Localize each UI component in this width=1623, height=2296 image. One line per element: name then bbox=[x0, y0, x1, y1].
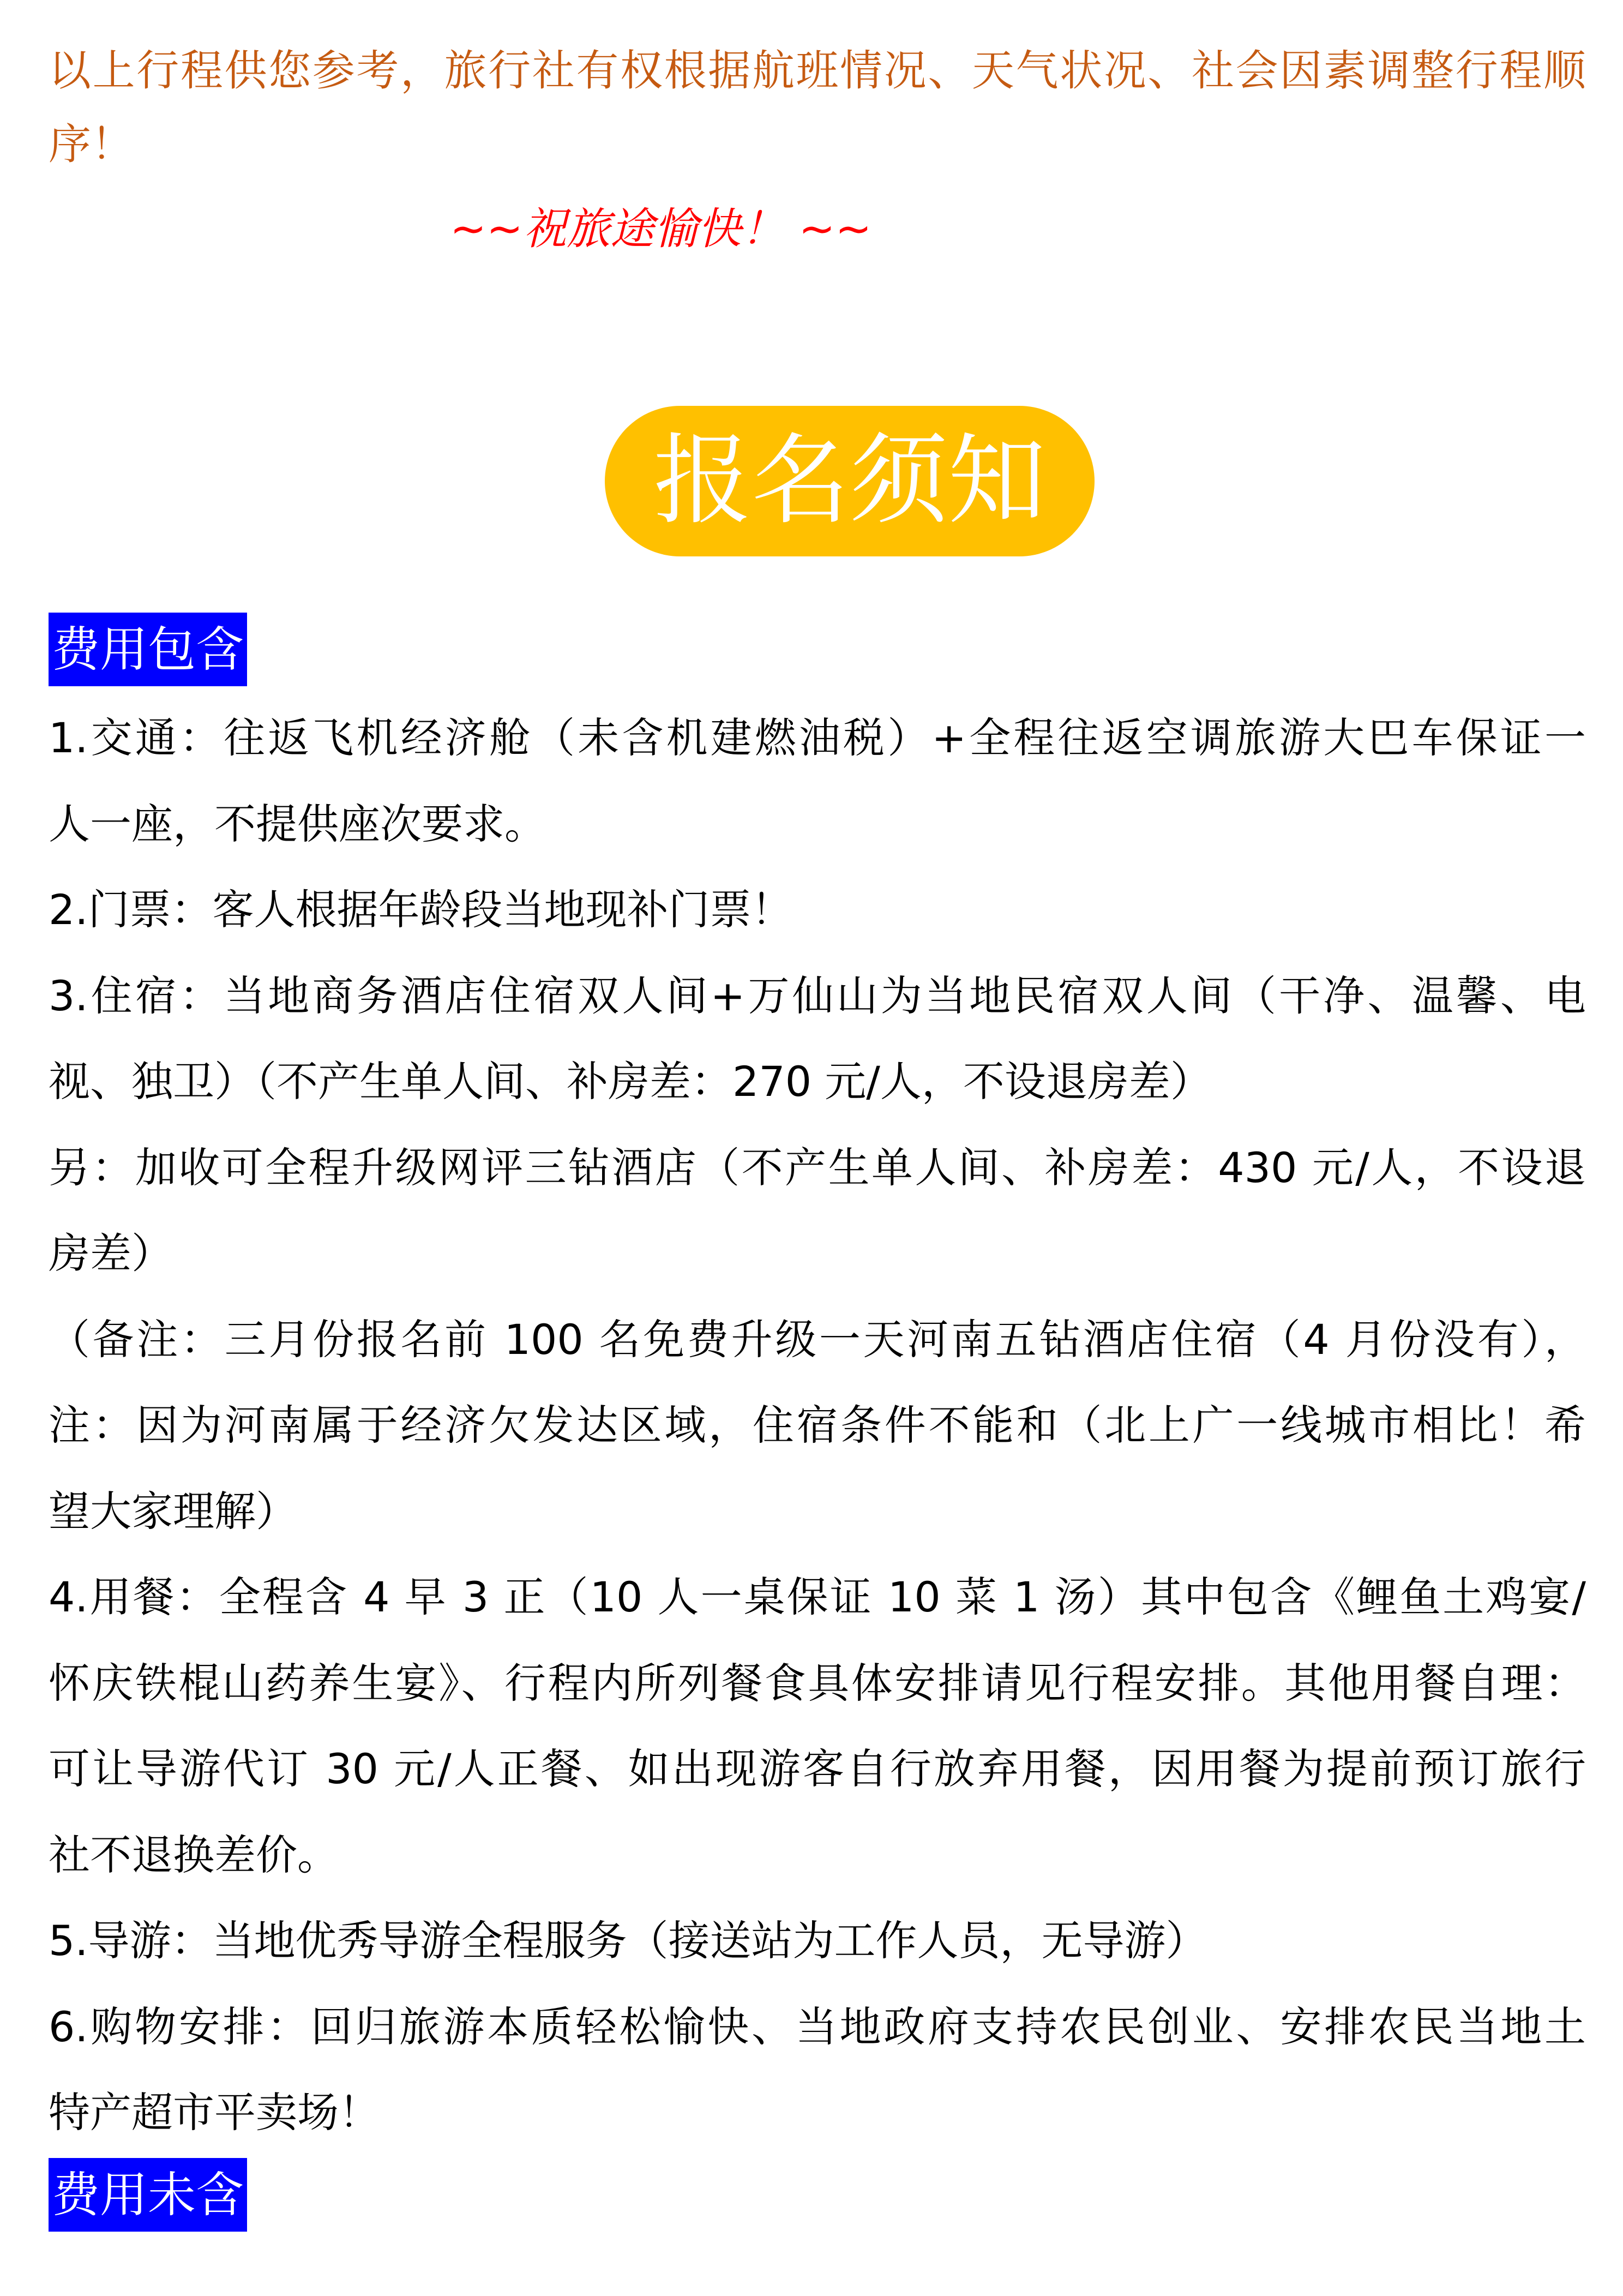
notice-line: 以上行程供您参考，旅行社有权根据航班情况、天气状况、社会因素调整行程顺 bbox=[49, 46, 1586, 95]
fee-item-remark bbox=[49, 1297, 1586, 1555]
item-line: 4.用餐：全程含 4 早 3 正（10 人一桌保证 10 菜 1 汤）其中包含《鲤鱼土鸡宴/ bbox=[49, 1573, 1586, 1621]
notice-line: 序！ bbox=[49, 120, 134, 169]
fee-item-hotel-upgrade bbox=[49, 1125, 1586, 1297]
item-line: （备注：三月份报名前 100 名免费升级一天河南五钻酒店住宿（4 月份没有）， bbox=[49, 1315, 1586, 1364]
item-line: 2.门票：客人根据年龄段当地现补门票！ bbox=[49, 885, 793, 934]
item-line: 5.导游：当地优秀导游全程服务（接送站为工作人员，无导游） bbox=[49, 1916, 1207, 1965]
section-title: 报名须知 bbox=[653, 424, 1046, 538]
item-line: 注：因为河南属于经济欠发达区域，住宿条件不能和（北上广一线城市相比！希 bbox=[49, 1401, 1586, 1449]
item-line: 6.购物安排：回归旅游本质轻松愉快、当地政府支持农民创业、安排农民当地土 bbox=[49, 2002, 1586, 2051]
item-line: 社不退换差价。 bbox=[49, 1830, 339, 1879]
fee-included-list bbox=[49, 695, 1586, 2156]
fee-item-tickets bbox=[49, 867, 1586, 953]
item-line: 人一座，不提供座次要求。 bbox=[49, 799, 546, 848]
fee-included-label: 费用包含 bbox=[49, 613, 247, 686]
itinerary-notice bbox=[49, 34, 1586, 182]
registration-notice-badge bbox=[605, 406, 1095, 556]
fee-item-transport bbox=[49, 695, 1586, 867]
item-line: 3.住宿：当地商务酒店住宿双人间+万仙山为当地民宿双人间（干净、温馨、电 bbox=[49, 971, 1586, 1020]
fee-excluded-label: 费用未含 bbox=[49, 2158, 247, 2232]
fee-item-guide bbox=[49, 1898, 1586, 1984]
item-line: 视、独卫）（不产生单人间、补房差：270 元/人，不设退房差） bbox=[49, 1057, 1212, 1106]
item-line: 另：加收可全程升级网评三钻酒店（不产生单人间、补房差：430 元/人，不设退 bbox=[49, 1143, 1586, 1192]
item-line: 特产超市平卖场！ bbox=[49, 2088, 380, 2137]
item-line: 房差） bbox=[49, 1229, 173, 1278]
bon-voyage-wish: ~~祝旅途愉快！ ~~ bbox=[450, 203, 872, 254]
item-line: 望大家理解） bbox=[49, 1486, 297, 1536]
fee-item-lodging bbox=[49, 953, 1586, 1125]
fee-item-shopping bbox=[49, 1984, 1586, 2156]
item-line: 1.交通：往返飞机经济舱（未含机建燃油税）+全程往返空调旅游大巴车保证一 bbox=[49, 714, 1586, 762]
item-line: 可让导游代订 30 元/人正餐、如出现游客自行放弃用餐，因用餐为提前预订旅行 bbox=[49, 1745, 1586, 1793]
item-line: 怀庆铁棍山药养生宴》、行程内所列餐食具体安排请见行程安排。其他用餐自理： bbox=[49, 1658, 1586, 1707]
fee-item-meals bbox=[49, 1554, 1586, 1898]
